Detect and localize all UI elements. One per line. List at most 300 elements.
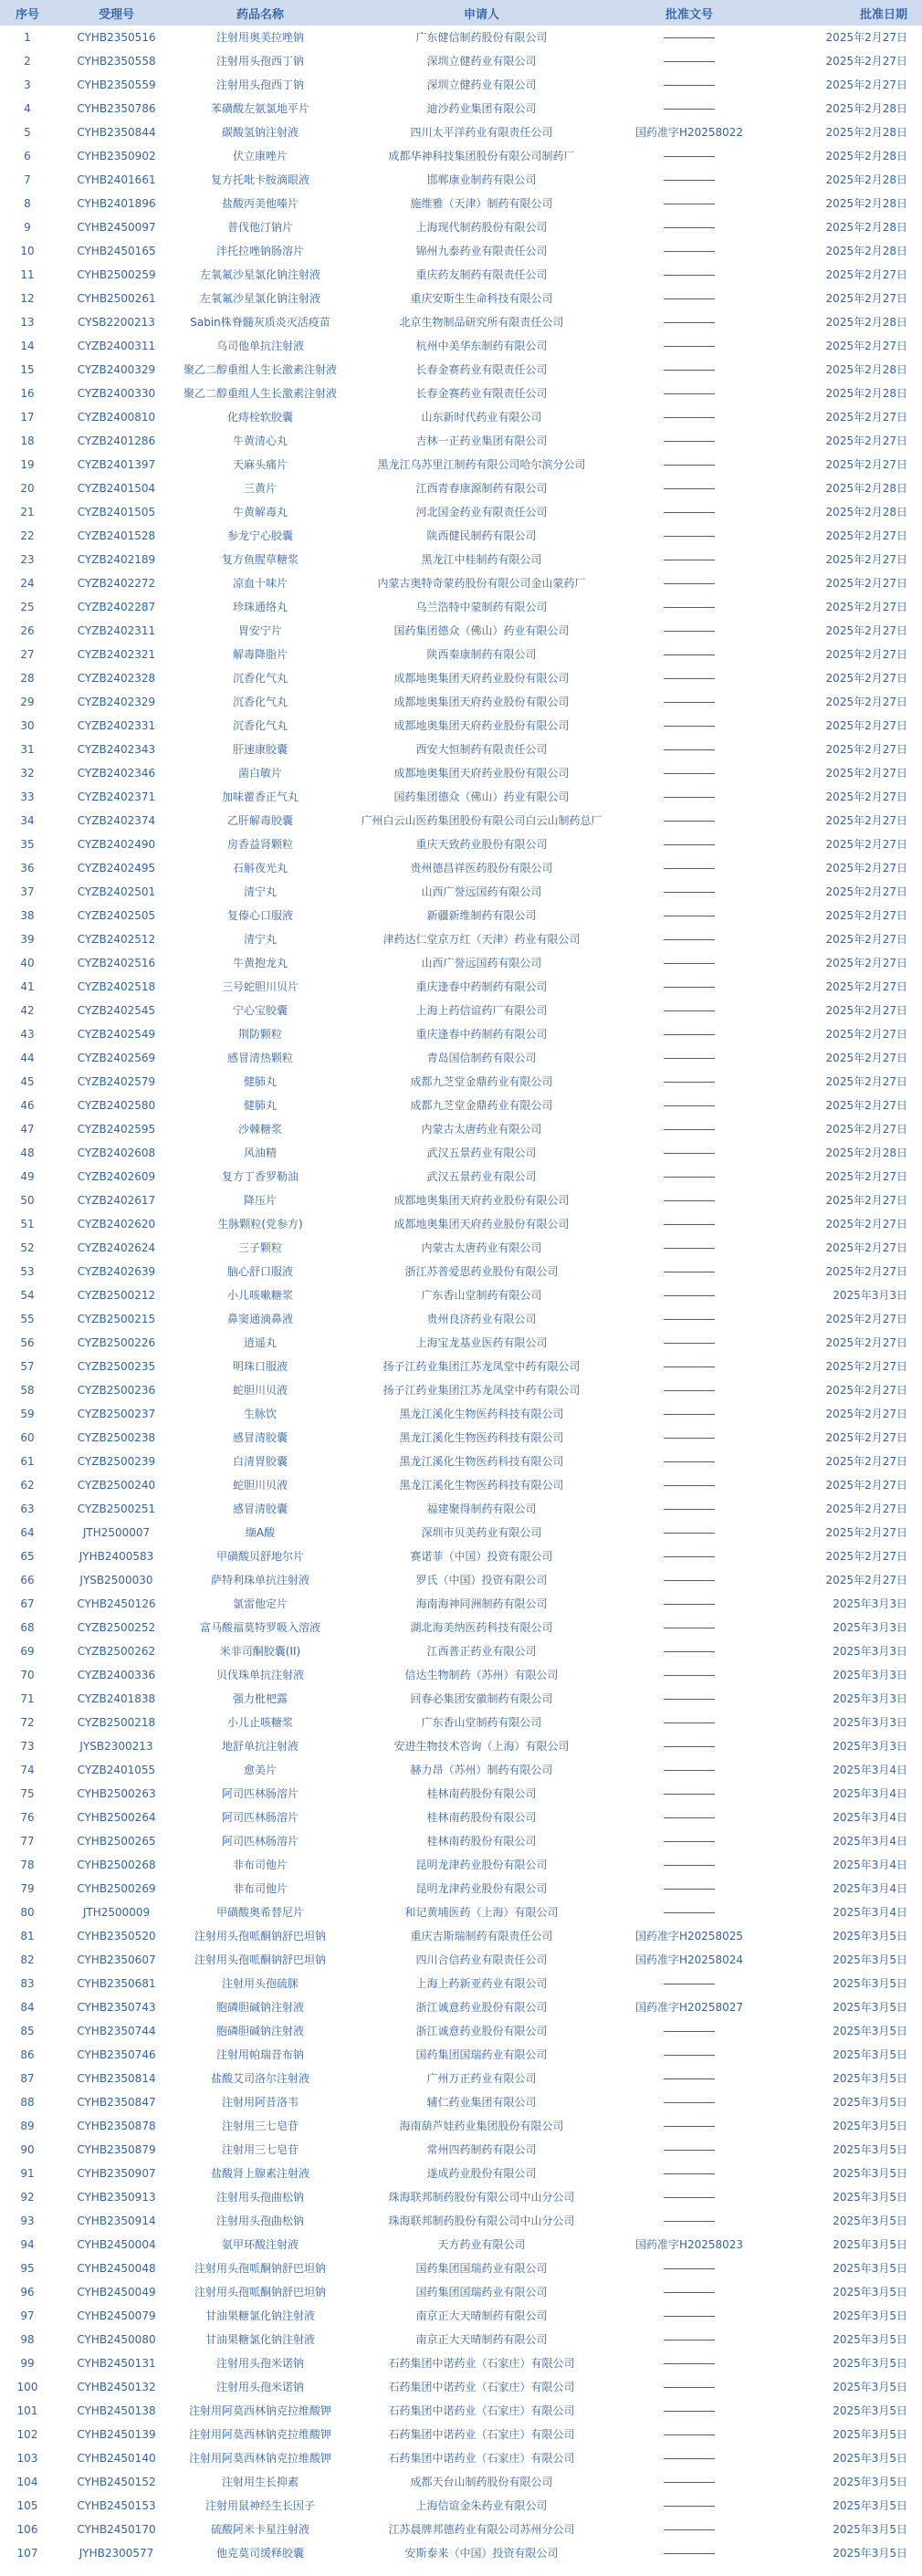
cell-acceptance-no: CYHB2450080 [77, 2333, 156, 2346]
cell-drug-name: 地舒单抗注射液 [221, 1740, 299, 1753]
cell-acceptance-no: CYZB2402331 [77, 719, 156, 732]
cell-acceptance-no: CYHB2500259 [77, 268, 156, 281]
cell-applicant: 广州万正药业有限公司 [426, 2072, 537, 2085]
cell-applicant: 南京正大天晴制药有限公司 [415, 2333, 548, 2346]
empty-dash [664, 1461, 715, 1462]
table-row [0, 1046, 922, 1070]
cell-approval-no [621, 1402, 758, 1426]
cell-applicant: 湖北海美纳医药科技有限公司 [410, 1621, 553, 1634]
cell-approval-date: 2025年2月27日 [825, 577, 907, 590]
table-row [0, 168, 922, 192]
cell-index: 101 [16, 2404, 38, 2417]
cell-drug-name: 注射用头孢哌酮钠舒巴坦钠 [194, 1953, 326, 1966]
empty-dash [664, 2529, 715, 2530]
cell-drug-name: 清宁丸 [243, 885, 277, 898]
cell-acceptance-no: CYZB2402374 [77, 814, 156, 827]
cell-index: 36 [20, 862, 35, 874]
cell-drug-name: 注射用头孢哌酮钠舒巴坦钠 [194, 2262, 326, 2275]
cell-applicant: 山西广誉远国药有限公司 [421, 957, 542, 969]
cell-applicant: 赫力昂（苏州）制药有限公司 [410, 1764, 553, 1776]
cell-drug-name: 复傣心口服液 [226, 909, 293, 922]
table-row [0, 2446, 922, 2470]
empty-dash [664, 488, 715, 489]
cell-acceptance-no: CYHB2350879 [77, 2143, 156, 2156]
cell-approval-date: 2025年3月5日 [833, 1930, 907, 1942]
cell-applicant: 长春金赛药业有限责任公司 [415, 387, 548, 400]
cell-drug-name: 注射用生长抑素 [221, 2476, 299, 2488]
cell-index: 48 [20, 1147, 35, 1159]
cell-drug-name: 非布司他片 [232, 1859, 288, 1871]
cell-applicant: 国药集团德众（佛山）药业有限公司 [393, 791, 570, 803]
cell-applicant: 乌兰浩特中蒙制药有限公司 [415, 601, 548, 613]
cell-approval-date: 2025年2月27日 [825, 292, 907, 305]
table-row [0, 619, 922, 643]
table-row [0, 2423, 922, 2446]
cell-applicant: 扬子江药业集团江苏龙凤堂中药有限公司 [382, 1360, 581, 1373]
cell-acceptance-no: CYHB2350786 [77, 102, 156, 115]
table-row [0, 2494, 922, 2518]
cell-index: 18 [20, 435, 35, 447]
cell-applicant: 安斯泰来（中国）投资有限公司 [404, 2547, 559, 2560]
cell-acceptance-no: CYZB2402501 [77, 885, 156, 898]
cell-index: 42 [20, 1004, 35, 1017]
empty-dash [664, 2363, 715, 2364]
cell-acceptance-no: CYZB2402371 [77, 791, 156, 803]
cell-acceptance-no: CYZB2402343 [77, 743, 156, 756]
table-row [0, 1545, 922, 1568]
cell-approval-date: 2025年3月5日 [833, 2476, 907, 2488]
empty-dash [664, 2553, 715, 2554]
cell-applicant: 重庆吉斯瑞制药有限责任公司 [410, 1930, 553, 1942]
cell-approval-no [621, 785, 758, 809]
cell-approval-date: 2025年2月27日 [825, 1194, 907, 1207]
cell-drug-name: 伏立康唑片 [232, 150, 288, 162]
cell-acceptance-no: CYZB2500237 [77, 1408, 156, 1420]
cell-index: 13 [20, 316, 35, 329]
cell-approval-date: 2025年2月27日 [825, 340, 907, 352]
cell-approval-date: 2025年3月5日 [833, 2286, 907, 2299]
cell-acceptance-no: CYZB2402321 [77, 648, 156, 661]
cell-acceptance-no: CYZB2402569 [77, 1052, 156, 1064]
cell-acceptance-no: CYHB2350607 [77, 1953, 156, 1966]
cell-index: 6 [24, 150, 31, 162]
cell-approval-date: 2025年2月28日 [825, 363, 907, 376]
table-row [0, 2185, 922, 2209]
cell-approval-no [621, 239, 758, 263]
cell-applicant: 桂林南药股份有限公司 [426, 1835, 537, 1848]
empty-dash [664, 1390, 715, 1391]
empty-dash [664, 868, 715, 869]
cell-approval-date: 2025年3月5日 [833, 2167, 907, 2180]
cell-index: 58 [20, 1384, 35, 1397]
cell-applicant: 深圳市贝美药业有限公司 [421, 1526, 542, 1539]
cell-acceptance-no: CYHB2450126 [77, 1597, 156, 1610]
cell-acceptance-no: CYZB2402328 [77, 672, 156, 685]
cell-approval-no [621, 1877, 758, 1901]
cell-index: 105 [16, 2499, 38, 2512]
table-row [0, 1022, 922, 1046]
cell-approval-no [621, 2280, 758, 2304]
cell-approval-no [621, 1687, 758, 1711]
cell-approval-no [621, 904, 758, 927]
empty-dash [664, 370, 715, 371]
cell-drug-name: 牛黄解毒丸 [232, 506, 288, 518]
empty-dash [664, 393, 715, 394]
cell-approval-no [621, 951, 758, 975]
cell-drug-name: 注射用头孢米诺钠 [215, 2357, 304, 2370]
cell-drug-name: 生脉颗粒(党参方) [217, 1218, 303, 1230]
cell-applicant: 国药集团国瑞药业有限公司 [415, 2286, 548, 2299]
cell-applicant: 浙江诚意药业股份有限公司 [415, 2025, 548, 2037]
cell-drug-name: 胃安宁片 [237, 624, 282, 637]
table-row [0, 1734, 922, 1758]
table-row [0, 1236, 922, 1260]
cell-index: 3 [24, 79, 31, 91]
cell-acceptance-no: JYHB2400583 [79, 1550, 154, 1563]
cell-drug-name: 左氧氟沙星氯化钠注射液 [199, 292, 320, 305]
table-row [0, 595, 922, 619]
cell-applicant: 国药集团国瑞药业有限公司 [415, 2262, 548, 2275]
table-row [0, 1070, 922, 1094]
cell-index: 40 [20, 957, 35, 969]
table-row [0, 2233, 922, 2257]
cell-index: 62 [20, 1479, 35, 1492]
cell-approval-date: 2025年2月28日 [825, 245, 907, 257]
cell-applicant: 成都九芝堂金鼎药业有限公司 [410, 1075, 553, 1088]
cell-acceptance-no: CYZB2402329 [77, 696, 156, 708]
cell-applicant: 成都地奥集团天府药业股份有限公司 [393, 767, 570, 780]
empty-dash [664, 2268, 715, 2269]
table-row [0, 548, 922, 571]
cell-index: 24 [20, 577, 35, 590]
empty-dash [664, 2458, 715, 2459]
empty-dash [664, 2316, 715, 2317]
cell-acceptance-no: CYHB2350743 [77, 2001, 156, 2014]
empty-dash [664, 797, 715, 798]
table-row [0, 144, 922, 168]
cell-acceptance-no: CYZB2402620 [77, 1218, 156, 1230]
empty-dash [664, 298, 715, 299]
table-row [0, 1639, 922, 1663]
cell-index: 96 [20, 2286, 35, 2299]
cell-index: 9 [24, 221, 31, 234]
cell-approval-date: 2025年3月4日 [833, 1835, 907, 1848]
cell-acceptance-no: CYHB2350902 [77, 150, 156, 162]
cell-approval-no [621, 2541, 758, 2565]
cell-drug-name: 三号蛇胆川贝片 [221, 980, 299, 993]
cell-drug-name: 沉香化气丸 [232, 696, 288, 708]
table-row [0, 2328, 922, 2351]
cell-applicant: 锦州九泰药业有限责任公司 [415, 245, 548, 257]
table-row [0, 1711, 922, 1734]
cell-applicant: 重庆天致药业股份有限公司 [415, 838, 548, 851]
cell-approval-no [621, 2423, 758, 2446]
cell-approval-no [621, 1734, 758, 1758]
cell-approval-no [621, 832, 758, 856]
cell-drug-name: 注射用阿昔洛韦 [221, 2096, 299, 2109]
cell-drug-name: 脑心舒口服液 [226, 1265, 293, 1278]
cell-approval-date: 2025年2月27日 [825, 1384, 907, 1397]
cell-drug-name: 注射用头孢哌酮钠舒巴坦钠 [194, 2286, 326, 2299]
cell-applicant: 石药集团中诺药业（石家庄）有限公司 [388, 2381, 575, 2393]
cell-acceptance-no: CYHB2350814 [77, 2072, 156, 2085]
empty-dash [664, 227, 715, 228]
cell-index: 68 [20, 1621, 35, 1634]
empty-dash [664, 85, 715, 86]
table-row [0, 2280, 922, 2304]
empty-dash [664, 1105, 715, 1106]
table-row [0, 287, 922, 310]
cell-applicant: 长春金赛药业有限责任公司 [415, 363, 548, 376]
empty-dash [664, 2126, 715, 2127]
empty-dash [664, 2387, 715, 2388]
cell-acceptance-no: CYHB2350558 [77, 55, 156, 68]
cell-approval-no [621, 73, 758, 97]
cell-drug-name: 米非司酮胶囊(II) [219, 1645, 301, 1658]
cell-applicant: 信达生物制药（苏州）有限公司 [404, 1669, 559, 1681]
cell-approval-no [621, 1782, 758, 1806]
cell-approval-date: 2025年3月5日 [833, 1977, 907, 1990]
cell-approval-date: 2025年2月28日 [825, 173, 907, 186]
table-row [0, 1758, 922, 1782]
cell-approval-date: 2025年3月5日 [833, 2143, 907, 2156]
cell-approval-no [621, 310, 758, 334]
cell-drug-name: 注射用阿莫西林钠克拉维酸钾 [188, 2404, 331, 2417]
empty-dash [664, 465, 715, 466]
cell-approval-date: 2025年3月5日 [833, 2191, 907, 2204]
cell-drug-name: 加味藿香正气丸 [221, 791, 299, 803]
empty-dash [664, 2292, 715, 2293]
cell-approval-date: 2025年2月27日 [825, 435, 907, 447]
empty-dash [664, 963, 715, 964]
cell-applicant: 广州白云山医药集团股份有限公司白云山制药总厂 [361, 814, 602, 827]
cell-approval-no [621, 856, 758, 880]
cell-approval-date: 2025年3月5日 [833, 2072, 907, 2085]
cell-acceptance-no: CYSB2200213 [78, 316, 155, 329]
table-row [0, 97, 922, 120]
cell-applicant: 深圳立健药业有限公司 [426, 79, 537, 91]
cell-drug-name: 阿司匹林肠溶片 [221, 1811, 299, 1824]
cell-approval-date: 2025年2月27日 [825, 1503, 907, 1515]
cell-approval-date: 2025年2月27日 [825, 79, 907, 91]
cell-drug-name: 氨甲环酸注射液 [221, 2238, 299, 2251]
cell-applicant: 成都地奥集团天府药业股份有限公司 [393, 696, 570, 708]
cell-drug-name: 氯雷他定片 [232, 1597, 288, 1610]
cell-drug-name: 左氧氟沙星氯化钠注射液 [199, 268, 320, 281]
cell-applicant: 昆明龙津药业股份有限公司 [415, 1859, 548, 1871]
cell-approval-no [621, 2114, 758, 2138]
empty-dash [664, 773, 715, 774]
cell-acceptance-no: CYZB2500215 [77, 1313, 156, 1325]
cell-drug-name: 鼻窦通滴鼻液 [226, 1313, 293, 1325]
cell-approval-date: 2025年2月28日 [825, 482, 907, 495]
cell-applicant: 成都天台山制药股份有限公司 [410, 2476, 553, 2488]
cell-approval-date: 2025年2月27日 [825, 862, 907, 874]
cell-approval-date: 2025年3月5日 [833, 2001, 907, 2014]
empty-dash [664, 2173, 715, 2174]
cell-applicant: 石药集团中诺药业（石家庄）有限公司 [388, 2404, 575, 2417]
header-drug-name: 药品名称 [236, 7, 284, 22]
cell-approval-date: 2025年3月5日 [833, 2025, 907, 2037]
cell-approval-no [621, 1639, 758, 1663]
cell-approval-no [621, 1141, 758, 1165]
cell-acceptance-no: CYHB2350844 [77, 126, 156, 139]
cell-applicant: 山东新时代药业有限公司 [421, 411, 542, 424]
cell-approval-no [621, 714, 758, 738]
cell-acceptance-no: CYZB2401397 [77, 458, 156, 471]
cell-approval-date: 2025年2月27日 [825, 601, 907, 613]
cell-acceptance-no: CYZB2500239 [77, 1455, 156, 1468]
cell-applicant: 青岛国信制药有限公司 [426, 1052, 537, 1064]
cell-index: 54 [20, 1289, 35, 1302]
empty-dash [664, 1794, 715, 1795]
cell-index: 85 [20, 2025, 35, 2037]
table-row [0, 2399, 922, 2423]
cell-applicant: 和记黄埔医药（上海）有限公司 [404, 1906, 559, 1919]
cell-approval-no [621, 1592, 758, 1616]
cell-acceptance-no: CYZB2402580 [77, 1099, 156, 1112]
cell-index: 27 [20, 648, 35, 661]
table-row [0, 382, 922, 405]
cell-approval-date: 2025年3月4日 [833, 1882, 907, 1895]
cell-acceptance-no: CYHB2350878 [77, 2120, 156, 2132]
empty-dash [664, 2482, 715, 2483]
cell-drug-name: 凉血十味片 [232, 577, 288, 590]
cell-approval-no [621, 809, 758, 832]
cell-applicant: 黑龙江溪化生物医药科技有限公司 [399, 1455, 564, 1468]
table-row [0, 975, 922, 999]
cell-approval-no [621, 1283, 758, 1307]
cell-applicant: 重庆逢春中药制药有限公司 [415, 1028, 548, 1041]
cell-approval-no [621, 1307, 758, 1331]
cell-index: 102 [16, 2428, 38, 2441]
empty-dash [664, 1224, 715, 1225]
cell-approval-no [621, 880, 758, 904]
cell-approval-date: 2025年2月27日 [825, 1265, 907, 1278]
cell-index: 52 [20, 1241, 35, 1254]
cell-drug-name: 宁心宝胶囊 [232, 1004, 288, 1017]
empty-dash [664, 1580, 715, 1581]
cell-drug-name: 非布司他片 [232, 1882, 288, 1895]
cell-acceptance-no: CYZB2402624 [77, 1241, 156, 1254]
cell-applicant: 重庆安斯生生命科技有限公司 [410, 292, 553, 305]
cell-drug-name: 感冒清胶囊 [232, 1503, 288, 1515]
cell-approval-date: 2025年3月5日 [833, 2428, 907, 2441]
table-row [0, 1948, 922, 1972]
cell-drug-name: 生脉饮 [243, 1408, 277, 1420]
cell-drug-name: 强力枇杷露 [232, 1692, 288, 1705]
cell-acceptance-no: CYHB2450097 [77, 221, 156, 234]
empty-dash [664, 37, 715, 38]
cell-approval-date: 2025年3月5日 [833, 2215, 907, 2227]
cell-acceptance-no: CYHB2450049 [77, 2286, 156, 2299]
cell-acceptance-no: CYHB2500261 [77, 292, 156, 305]
table-row [0, 927, 922, 951]
cell-approval-date: 2025年3月5日 [833, 2523, 907, 2536]
cell-approval-no [621, 2138, 758, 2162]
table-row [0, 334, 922, 358]
cell-drug-name: 甲磺酸奥希替尼片 [215, 1906, 304, 1919]
cell-drug-name: 乙肝解毒胶囊 [226, 814, 293, 827]
cell-index: 81 [20, 1930, 35, 1942]
cell-acceptance-no: CYZB2402545 [77, 1004, 156, 1017]
cell-drug-name: 盐酸艾司洛尔注射液 [210, 2072, 309, 2085]
cell-applicant: 上海信谊金朱药业有限公司 [415, 2499, 548, 2512]
cell-drug-name: 牛黄抱龙丸 [232, 957, 288, 969]
cell-index: 74 [20, 1764, 35, 1776]
cell-applicant: 成都地奥集团天府药业股份有限公司 [393, 719, 570, 732]
cell-drug-name: 小儿止咳糖浆 [226, 1716, 293, 1729]
cell-acceptance-no: JYSB2500030 [79, 1574, 153, 1586]
cell-index: 79 [20, 1882, 35, 1895]
cell-acceptance-no: CYZB2402608 [77, 1147, 156, 1159]
cell-acceptance-no: CYZB2500240 [77, 1479, 156, 1492]
cell-approval-date: 2025年2月27日 [825, 1052, 907, 1064]
empty-dash [664, 180, 715, 181]
cell-approval-date: 2025年2月27日 [825, 1313, 907, 1325]
cell-index: 63 [20, 1503, 35, 1515]
cell-applicant: 江西青春康源制药有限公司 [415, 482, 548, 495]
cell-applicant: 内蒙古奥特奇蒙药股份有限公司金山蒙药厂 [377, 577, 586, 590]
cell-approval-date: 2025年3月4日 [833, 1811, 907, 1824]
cell-applicant: 黑龙江溪化生物医药科技有限公司 [399, 1431, 564, 1444]
cell-applicant: 安进生物技术咨询（上海）有限公司 [393, 1740, 570, 1753]
cell-index: 77 [20, 1835, 35, 1848]
cell-approval-no [621, 2090, 758, 2114]
cell-drug-name: 降压片 [243, 1194, 277, 1207]
table-row [0, 738, 922, 761]
cell-drug-name: 牛黄清心丸 [232, 435, 288, 447]
cell-index: 47 [20, 1123, 35, 1136]
cell-approval-no [621, 1046, 758, 1070]
cell-applicant: 扬子江药业集团江苏龙凤堂中药有限公司 [382, 1384, 581, 1397]
cell-approval-date: 2025年2月27日 [825, 1526, 907, 1539]
table-row [0, 1378, 922, 1402]
header-approval-date: 批准日期 [859, 7, 907, 22]
cell-approval-no [621, 1260, 758, 1283]
cell-index: 17 [20, 411, 35, 424]
cell-acceptance-no: CYHB2450079 [77, 2309, 156, 2322]
cell-drug-name: 沙棘糖浆 [237, 1123, 282, 1136]
cell-approval-date: 2025年2月28日 [825, 102, 907, 115]
cell-applicant: 吉林一正药业集团有限公司 [415, 435, 548, 447]
cell-approval-date: 2025年3月5日 [833, 2096, 907, 2109]
cell-approval-no [621, 2257, 758, 2280]
table-row [0, 714, 922, 738]
cell-approval-date: 2025年2月27日 [825, 55, 907, 68]
cell-applicant: 山西广誉远国药有限公司 [421, 885, 542, 898]
cell-approval-no [621, 1473, 758, 1497]
cell-approval-no [621, 1165, 758, 1189]
table-row [0, 643, 922, 666]
cell-applicant: 北京生物制品研究所有限责任公司 [399, 316, 564, 329]
cell-approval-date: 2025年3月4日 [833, 1906, 907, 1919]
empty-dash [664, 726, 715, 727]
empty-dash [664, 1177, 715, 1178]
cell-approval-no [621, 2304, 758, 2328]
table-row [0, 2257, 922, 2280]
cell-acceptance-no: CYZB2402505 [77, 909, 156, 922]
cell-acceptance-no: CYHB2450153 [77, 2499, 156, 2512]
cell-acceptance-no: CYZB2500218 [77, 1716, 156, 1729]
cell-acceptance-no: CYZB2400330 [77, 387, 156, 400]
cell-applicant: 国药集团德众（佛山）药业有限公司 [393, 624, 570, 637]
cell-approval-date: 2025年2月27日 [825, 957, 907, 969]
cell-acceptance-no: CYHB2500268 [77, 1859, 156, 1871]
cell-drug-name: 碳酸氢钠注射液 [221, 126, 299, 139]
cell-applicant: 海南葫芦娃药业集团股份有限公司 [399, 2120, 564, 2132]
empty-dash [664, 2411, 715, 2412]
